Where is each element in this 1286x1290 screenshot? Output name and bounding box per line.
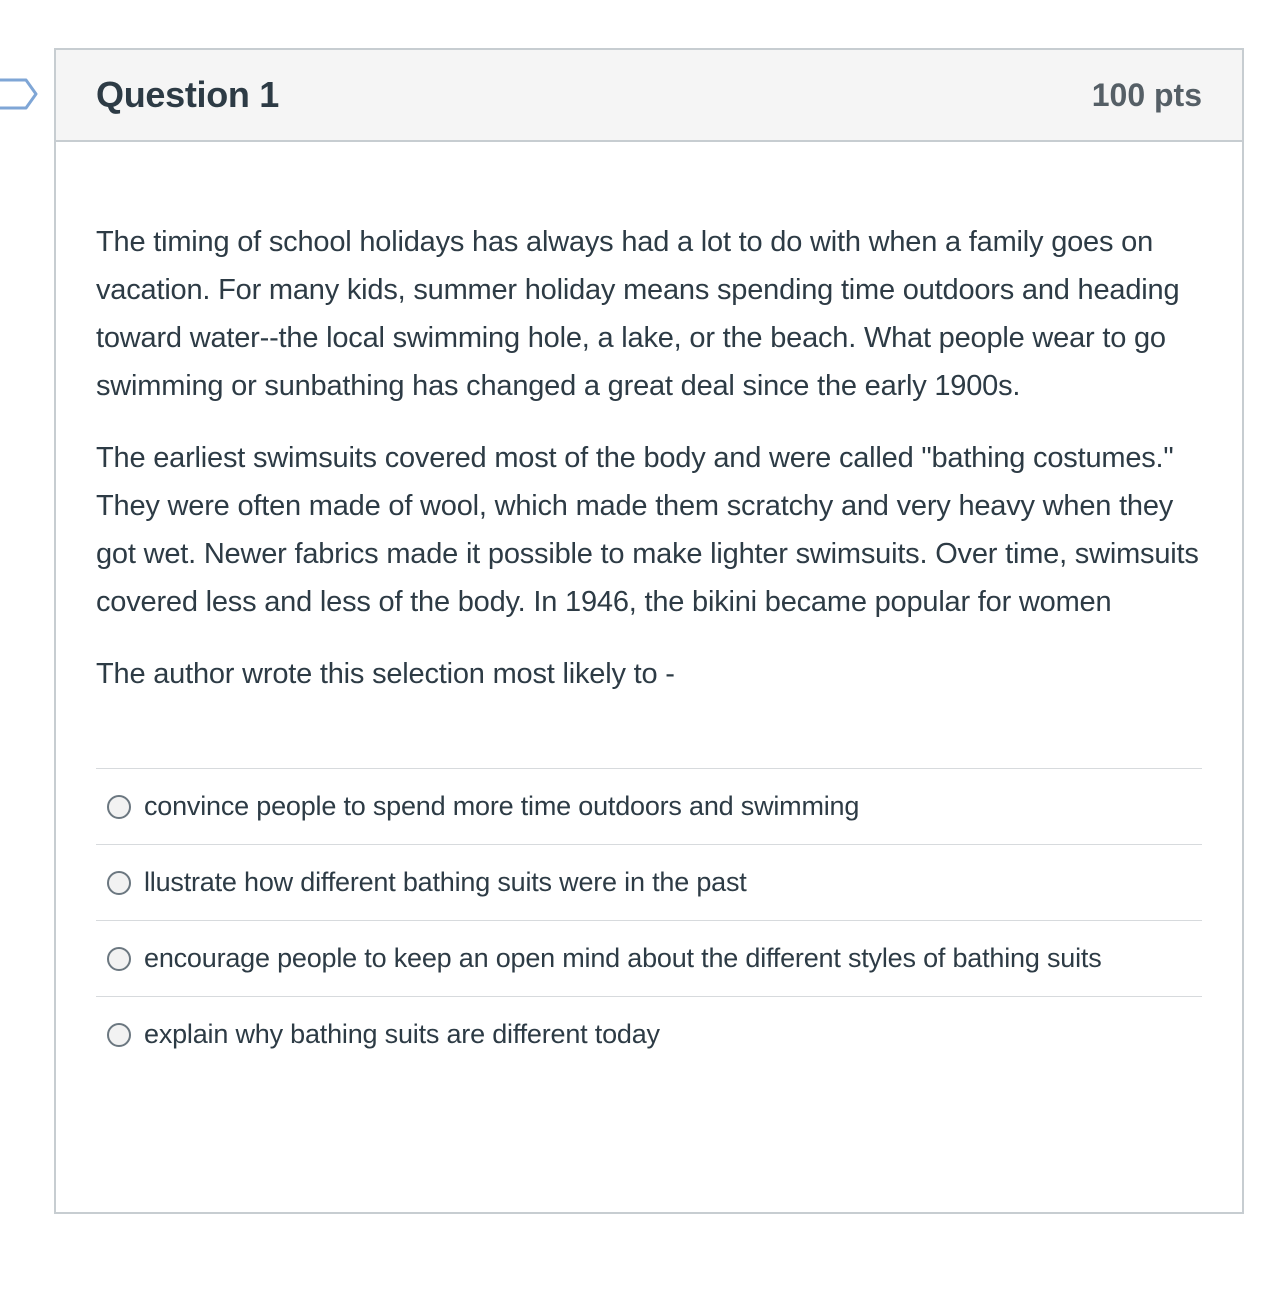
radio-button[interactable] (107, 1023, 131, 1047)
passage-paragraph: The timing of school holidays has always had a lot to do with when a family goes on vacation. For many kids, summer holiday means spending time outdoors and heading toward water--the local swimming hole, a lake, or the beach. What people wear to go swimming or sunbathing has changed a great deal since the early 1900s. (96, 226, 1180, 402)
radio-button[interactable] (107, 795, 131, 819)
passage (96, 218, 1202, 626)
answer-option[interactable] (96, 845, 1202, 921)
question-points: 100 pts (1091, 76, 1202, 113)
answer-option[interactable] (96, 997, 1202, 1072)
answer-option[interactable] (96, 921, 1202, 997)
answer-option[interactable] (96, 769, 1202, 845)
question-header (56, 50, 1242, 142)
question-prompt: The author wrote this selection most likely to - (96, 658, 675, 690)
flag-question-icon[interactable] (0, 74, 40, 114)
answer-label[interactable]: explain why bathing suits are different today (144, 1019, 660, 1049)
question-title: Question 1 (96, 74, 280, 115)
answer-label[interactable]: encourage people to keep an open mind about the different styles of bathing suits (144, 943, 1102, 973)
passage-paragraph: The earliest swimsuits covered most of the body and were called "bathing costumes." They were often made of wool, which made them scratchy and very heavy when they got wet. Newer fabrics made it possible to make lighter swimsuits. Over time, swimsuits covered less and less of the body. In 1946, the bikini became popular for women (96, 442, 1199, 618)
radio-button[interactable] (107, 947, 131, 971)
answer-list (96, 768, 1202, 1072)
answer-label[interactable]: llustrate how different bathing suits were in the past (144, 867, 747, 897)
answer-label[interactable]: convince people to spend more time outdoors and swimming (144, 791, 860, 821)
question-card (54, 48, 1244, 1214)
radio-button[interactable] (107, 871, 131, 895)
question-body (56, 142, 1242, 1072)
